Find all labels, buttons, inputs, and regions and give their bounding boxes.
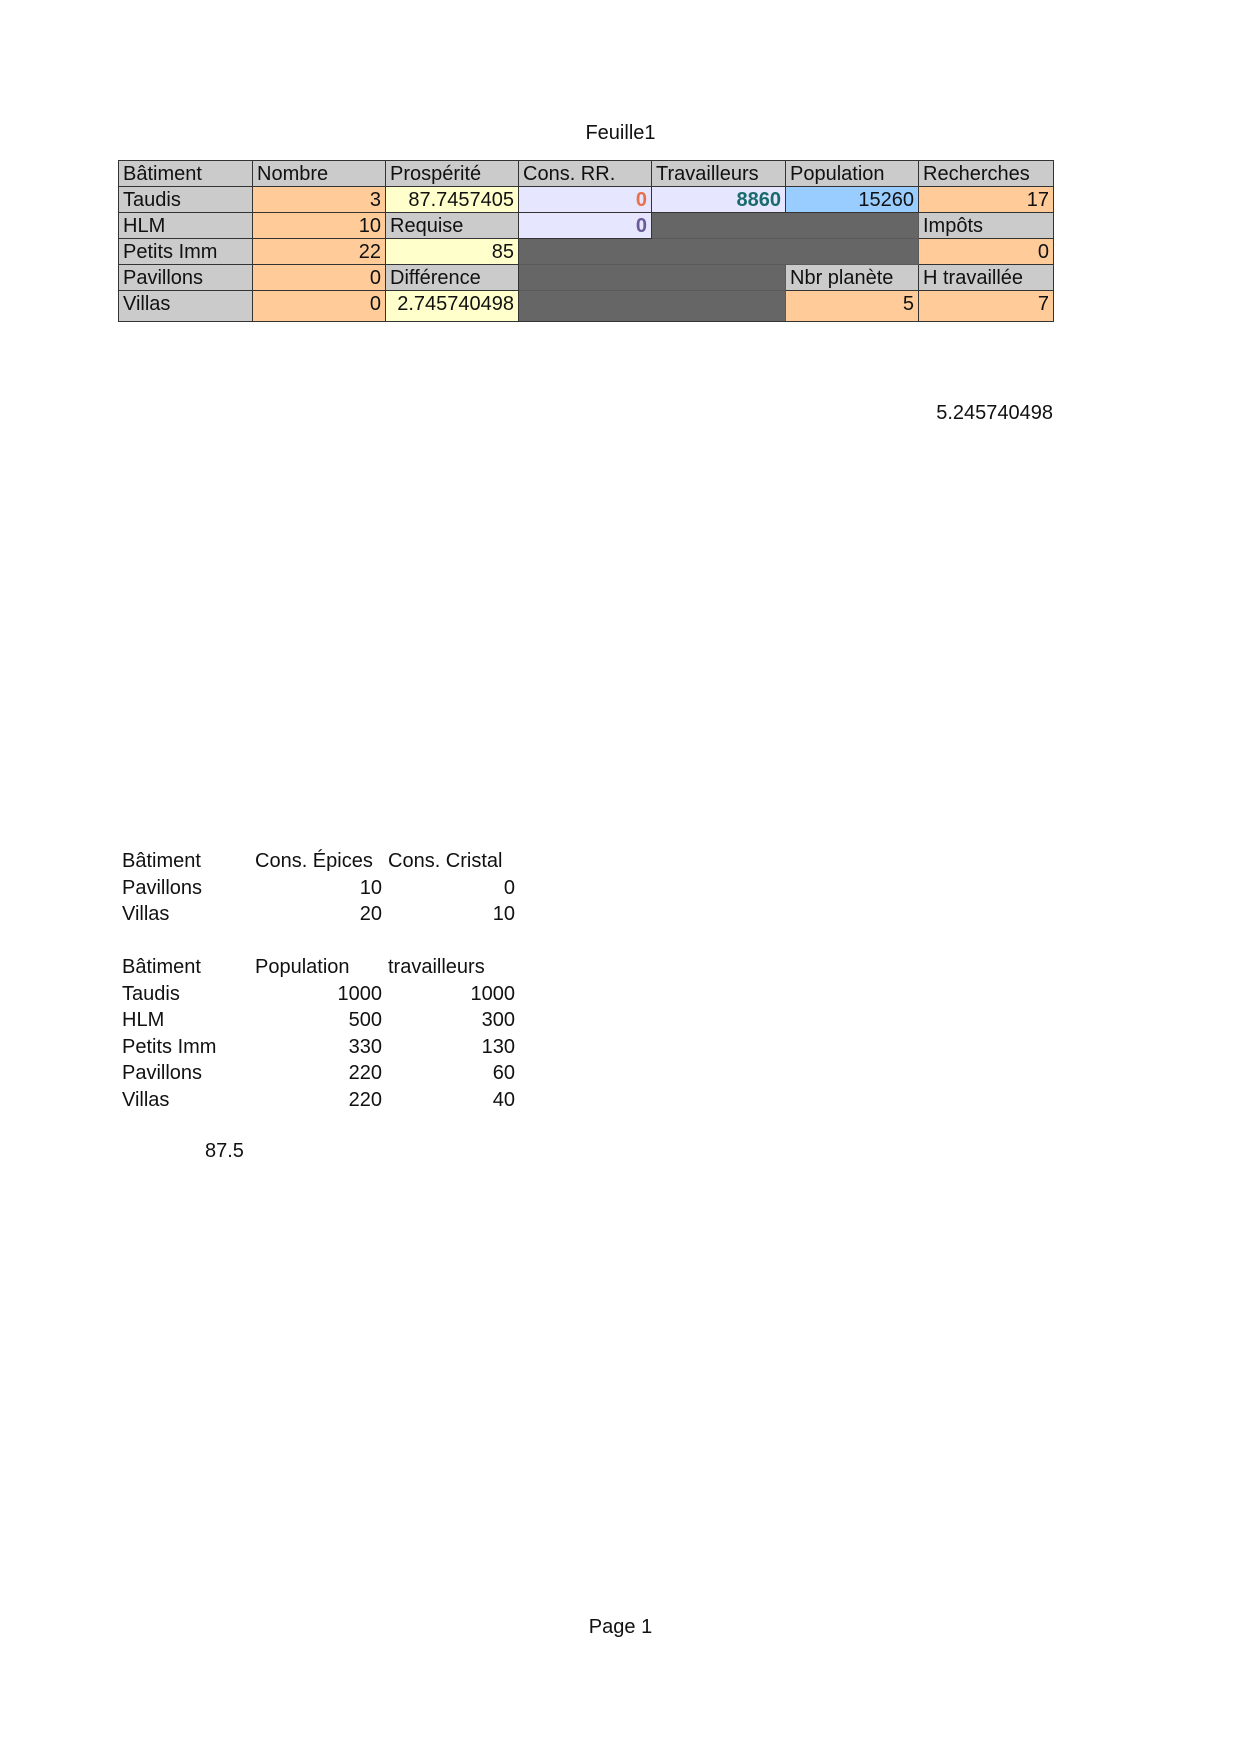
population-value[interactable]: 1000 <box>337 982 382 1005</box>
main-table <box>118 160 1054 322</box>
nbr-planete-label[interactable]: Nbr planète <box>786 265 919 291</box>
count-hlm[interactable]: 10 <box>253 213 386 239</box>
count-pavillons[interactable]: 0 <box>253 265 386 291</box>
h-travaillee-value[interactable]: 7 <box>919 291 1053 321</box>
blocked-area <box>519 265 786 291</box>
population-value[interactable]: 500 <box>348 1009 382 1031</box>
travailleurs-value[interactable]: 40 <box>492 1088 515 1111</box>
header-batiment[interactable]: Bâtiment <box>122 956 201 978</box>
cons-cristal-value[interactable]: 0 <box>503 876 515 899</box>
header-cons-cristal[interactable]: Cons. Cristal <box>388 850 503 872</box>
prosperite-value[interactable]: 87.7457405 <box>386 187 519 213</box>
loose-value[interactable]: 5.245740498 <box>936 402 1053 424</box>
header-cons-rr[interactable]: Cons. RR. <box>519 161 652 187</box>
cons-epices-value[interactable]: 10 <box>359 876 382 899</box>
travailleurs-value[interactable]: 60 <box>492 1062 515 1084</box>
requise-value[interactable]: 85 <box>386 239 519 265</box>
blocked-area <box>519 291 786 321</box>
header-batiment[interactable]: Bâtiment <box>119 161 253 187</box>
sheet-title: Feuille1 <box>585 122 656 144</box>
header-travailleurs[interactable]: travailleurs <box>388 956 485 978</box>
population-value[interactable]: 15260 <box>786 187 919 213</box>
header-prosperite[interactable]: Prospérité <box>386 161 519 187</box>
building-name[interactable]: HLM <box>122 1009 165 1031</box>
cons-rr-value[interactable]: 0 <box>519 187 652 213</box>
impots-value[interactable]: 0 <box>919 239 1053 265</box>
recherches-value[interactable]: 17 <box>919 187 1053 213</box>
difference-label[interactable]: Différence <box>386 265 519 291</box>
building-taudis[interactable]: Taudis <box>119 187 253 213</box>
count-petits-imm[interactable]: 22 <box>253 239 386 265</box>
population-value[interactable]: 220 <box>348 1062 382 1084</box>
count-taudis[interactable]: 3 <box>253 187 386 213</box>
building-pavillons[interactable]: Pavillons <box>119 265 253 291</box>
cons-cristal-value[interactable]: 10 <box>492 903 515 925</box>
h-travaillee-label[interactable]: H travaillée <box>919 265 1053 291</box>
count-villas[interactable]: 0 <box>253 291 386 321</box>
building-petits-imm[interactable]: Petits Imm <box>119 239 253 265</box>
travailleurs-value[interactable]: 8860 <box>652 187 786 213</box>
page-footer: Page 1 <box>588 1616 653 1638</box>
header-batiment[interactable]: Bâtiment <box>122 850 201 872</box>
building-name[interactable]: Pavillons <box>122 1062 203 1084</box>
population-value[interactable]: 330 <box>348 1035 382 1058</box>
building-villas[interactable]: Villas <box>119 291 253 321</box>
building-name[interactable]: Petits Imm <box>122 1035 217 1058</box>
building-name[interactable]: Villas <box>122 1088 170 1111</box>
population-value[interactable]: 220 <box>348 1088 382 1111</box>
building-name[interactable]: Villas <box>122 903 170 925</box>
blocked-area <box>652 213 919 239</box>
blocked-area <box>519 239 919 265</box>
header-recherches[interactable]: Recherches <box>919 161 1053 187</box>
loose-value-2[interactable]: 87.5 <box>205 1140 244 1162</box>
travailleurs-value[interactable]: 130 <box>481 1035 515 1058</box>
building-name[interactable]: Pavillons <box>122 876 203 899</box>
header-travailleurs[interactable]: Travailleurs <box>652 161 786 187</box>
building-hlm[interactable]: HLM <box>119 213 253 239</box>
cons-rr-value-2[interactable]: 0 <box>519 213 652 239</box>
impots-label[interactable]: Impôts <box>919 213 1053 239</box>
nbr-planete-value[interactable]: 5 <box>786 291 919 321</box>
cons-epices-value[interactable]: 20 <box>359 903 382 925</box>
header-population[interactable]: Population <box>255 956 350 978</box>
difference-value[interactable]: 2.745740498 <box>386 291 519 321</box>
travailleurs-value[interactable]: 300 <box>481 1009 515 1031</box>
header-cons-epices[interactable]: Cons. Épices <box>255 850 373 872</box>
travailleurs-value[interactable]: 1000 <box>470 982 515 1005</box>
header-nombre[interactable]: Nombre <box>253 161 386 187</box>
requise-label[interactable]: Requise <box>386 213 519 239</box>
header-population[interactable]: Population <box>786 161 919 187</box>
building-name[interactable]: Taudis <box>122 982 180 1005</box>
